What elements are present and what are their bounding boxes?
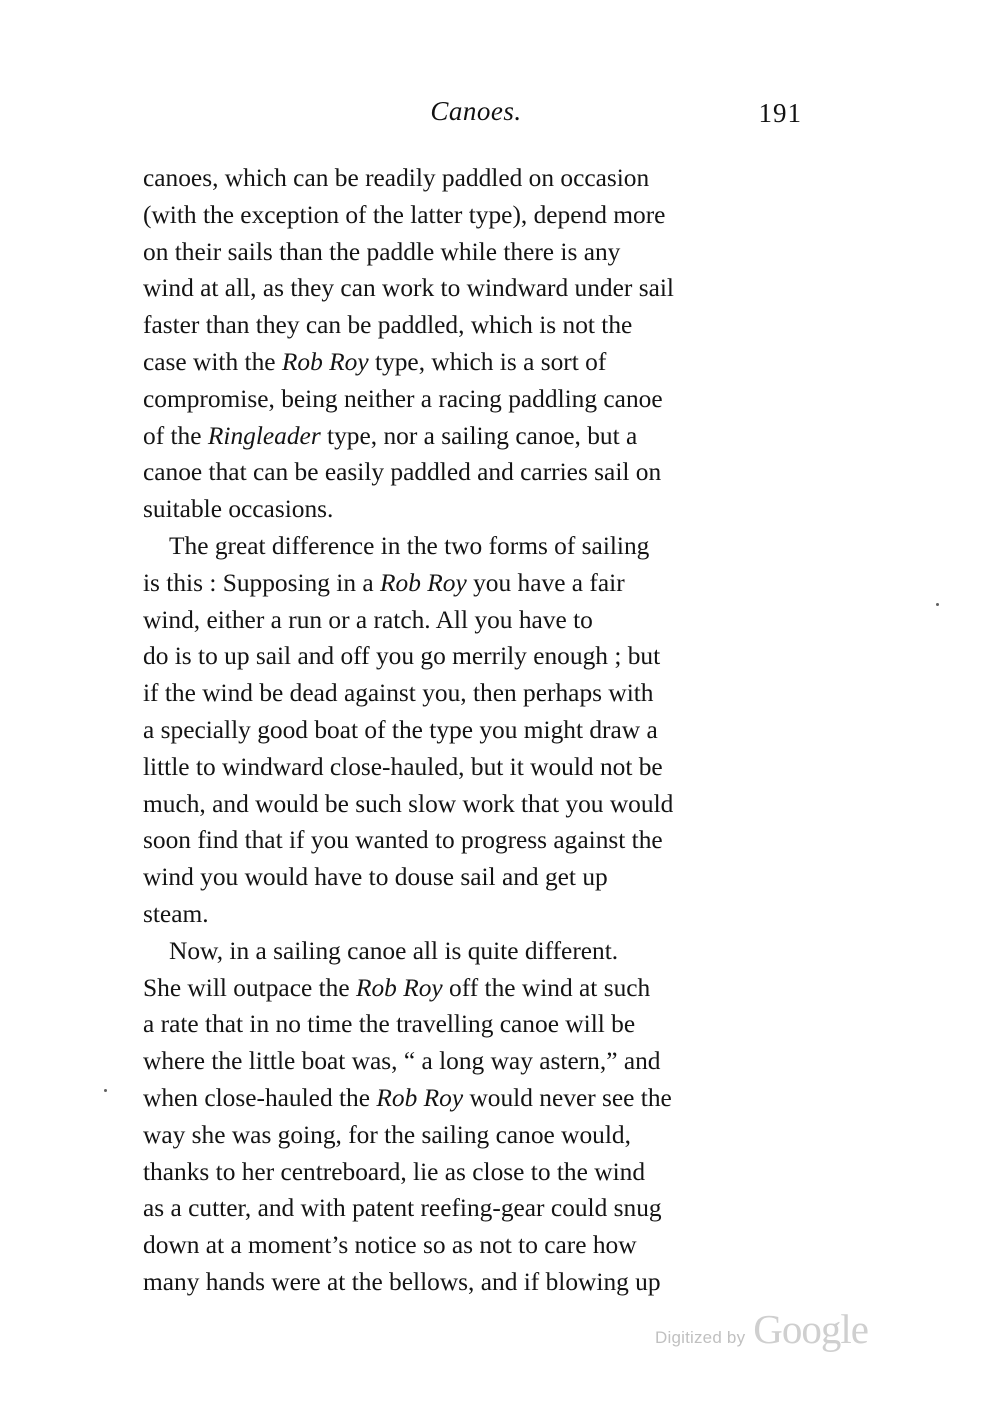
print-speck	[104, 1089, 107, 1092]
text-line	[143, 418, 816, 455]
text-run: would never see the	[463, 1083, 672, 1112]
text-run: off the wind at such	[442, 973, 651, 1002]
italic-term: Rob Roy	[281, 347, 369, 376]
text-run: where the little boat was, “ a long way astern,” and	[143, 1047, 661, 1076]
text-run: a rate that in no time the travelling canoe will be	[143, 1010, 636, 1039]
watermark-google-label: Google	[753, 1306, 868, 1352]
text-run: you have a fair	[466, 568, 625, 597]
text-line	[143, 749, 816, 786]
page-header	[140, 96, 812, 140]
text-run: wind, either a run or a ratch. All you have to	[143, 605, 593, 634]
text-line	[143, 638, 816, 675]
paragraph-2	[143, 528, 816, 933]
text-line	[143, 1117, 816, 1154]
paragraph-3	[143, 933, 816, 1301]
text-run: as a cutter, and with patent reefing-gear could snug	[143, 1194, 662, 1223]
text-run: if the wind be dead against you, then perhaps with	[143, 679, 654, 708]
italic-term: Rob Roy	[380, 568, 467, 597]
text-line	[143, 454, 816, 491]
text-line	[143, 1080, 816, 1117]
text-run: when close-hauled the	[143, 1083, 377, 1112]
text-line	[143, 1227, 816, 1264]
text-run: faster than they can be paddled, which is not the	[143, 311, 633, 340]
page-body-text	[143, 160, 816, 1301]
text-run: of the	[143, 421, 208, 450]
text-line	[143, 197, 816, 234]
print-speck	[936, 603, 939, 606]
text-line	[143, 712, 816, 749]
text-line	[143, 307, 816, 344]
page-number: 191	[758, 98, 802, 128]
text-run: wind you would have to douse sail and get up	[143, 863, 608, 892]
text-line	[143, 786, 816, 823]
text-run: many hands were at the bellows, and if blowing up	[143, 1267, 661, 1296]
text-line	[143, 822, 816, 859]
text-line	[143, 528, 816, 565]
text-line	[143, 234, 816, 271]
watermark-digitized-label: Digitized by	[655, 1328, 746, 1347]
text-run: canoe that can be easily paddled and carries sail on	[143, 458, 662, 487]
text-line	[143, 859, 816, 896]
text-line	[143, 344, 816, 381]
text-run: type, which is a sort of	[368, 347, 607, 376]
text-run: canoes, which can be readily paddled on occasion	[143, 164, 650, 192]
italic-term: Rob Roy	[376, 1083, 464, 1112]
text-run: The great difference in the two forms of sailing	[169, 531, 650, 560]
text-line	[143, 1264, 816, 1301]
text-line	[143, 1190, 816, 1227]
text-run: a specially good boat of the type you might draw a	[143, 715, 658, 744]
text-run: case with the	[143, 347, 282, 376]
text-run: little to windward close-hauled, but it would not be	[143, 752, 663, 781]
text-run: is this : Supposing in a	[143, 568, 381, 597]
running-head-title: Canoes.	[430, 96, 522, 126]
text-run: down at a moment’s notice so as not to care how	[143, 1231, 637, 1260]
digitized-by-google-watermark	[655, 1305, 885, 1357]
text-line	[143, 675, 816, 712]
text-line	[143, 1154, 816, 1191]
text-run: She will outpace the	[143, 973, 356, 1002]
text-run: suitable occasions.	[143, 495, 334, 524]
text-run: do is to up sail and off you go merrily enough ; but	[143, 642, 661, 671]
italic-term: Ringleader	[207, 421, 321, 450]
text-line	[143, 970, 816, 1007]
italic-term: Rob Roy	[355, 973, 443, 1002]
text-run: on their sails than the paddle while there is any	[143, 237, 621, 266]
text-line	[143, 1006, 816, 1043]
text-line	[143, 270, 816, 307]
text-run: Now, in a sailing canoe all is quite different.	[169, 936, 619, 965]
text-line	[143, 602, 816, 639]
text-line	[143, 565, 816, 602]
text-run: way she was going, for the sailing canoe would,	[143, 1120, 631, 1149]
text-line	[143, 896, 816, 933]
text-run: type, nor a sailing canoe, but a	[320, 421, 638, 450]
text-run: wind at all, as they can work to windward under sail	[143, 274, 674, 303]
text-run: (with the exception of the latter type), depend more	[143, 200, 666, 229]
text-line	[143, 933, 816, 970]
text-run: soon find that if you wanted to progress against the	[143, 826, 663, 855]
text-run: steam.	[143, 899, 209, 928]
text-run: thanks to her centreboard, lie as close to the wind	[143, 1157, 646, 1186]
text-line	[143, 1043, 816, 1080]
text-line	[143, 381, 816, 418]
text-run: compromise, being neither a racing paddling canoe	[143, 384, 663, 413]
text-run: much, and would be such slow work that you would	[143, 789, 674, 818]
paragraph-1	[143, 160, 816, 528]
text-line	[143, 491, 816, 528]
text-line	[143, 160, 816, 197]
